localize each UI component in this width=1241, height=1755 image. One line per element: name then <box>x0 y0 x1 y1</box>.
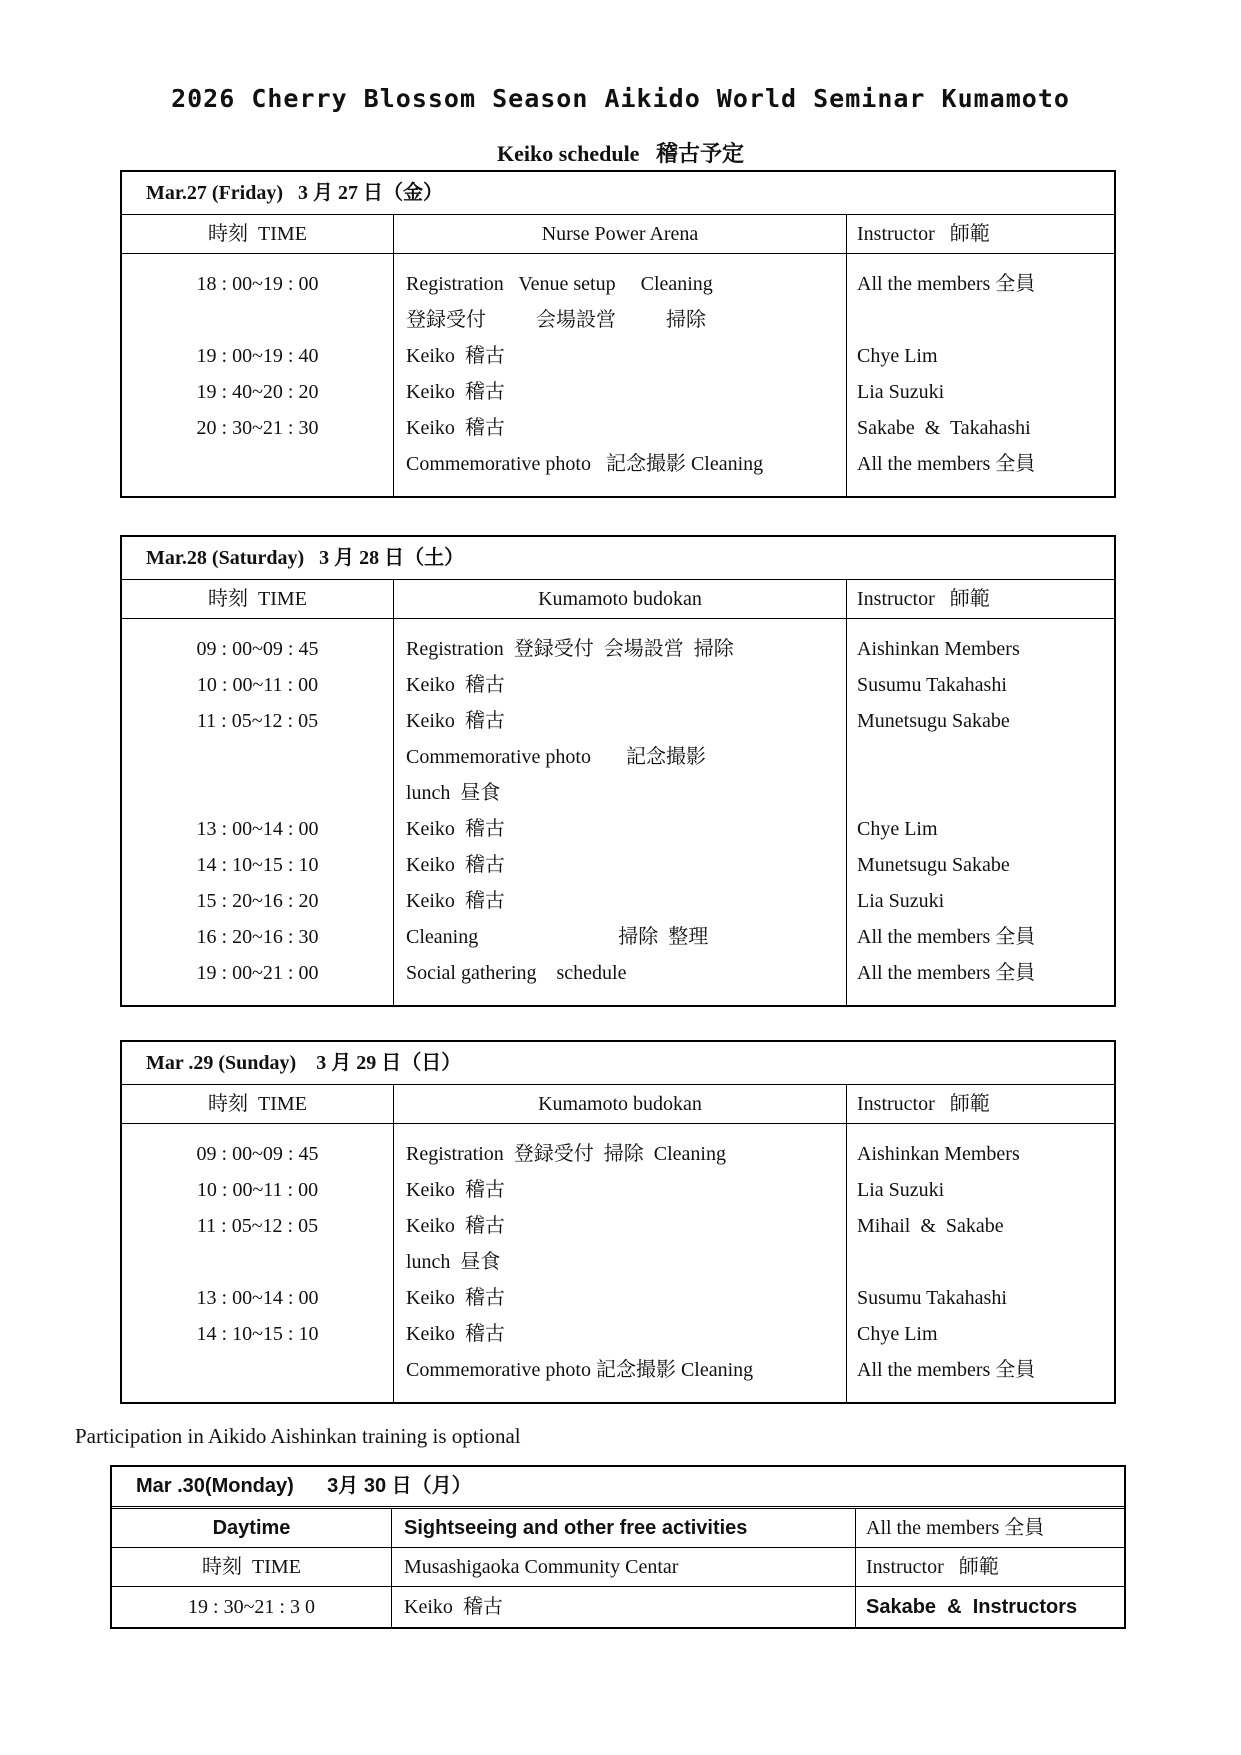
venue-cell: lunch 昼食 <box>406 1251 501 1273</box>
venue-cell: Keiko 稽古 <box>406 1323 505 1345</box>
instructor-cell: Sakabe & Instructors <box>866 1596 1078 1618</box>
instructor-cell: Lia Suzuki <box>857 890 945 912</box>
time-cell: 13 : 00~14 : 00 <box>196 1287 319 1309</box>
venue-cell: Keiko 稽古 <box>406 1179 505 1201</box>
time-cell: 15 : 20~16 : 20 <box>196 890 319 912</box>
venue-cell: Keiko 稽古 <box>406 818 505 840</box>
venue-cell: Keiko 稽古 <box>406 381 505 403</box>
optional-participation-note: Participation in Aikido Aishinkan training is optional <box>75 1424 521 1448</box>
instructor-cell: All the members 全員 <box>857 962 1036 984</box>
instructor-cell: All the members 全員 <box>857 453 1036 475</box>
table-column-headers <box>122 580 1114 619</box>
time-cell: 18 : 00~19 : 00 <box>196 273 319 295</box>
time-column <box>122 254 394 496</box>
time-cell: Daytime <box>112 1509 392 1547</box>
instructor-cell: Susumu Takahashi <box>857 1287 1007 1309</box>
venue-cell: Commemorative photo 記念撮影 <box>406 746 706 768</box>
schedule-table-saturday <box>120 535 1116 1007</box>
column-header-instructor: Instructor 師範 <box>866 1556 999 1578</box>
venue-cell: Commemorative photo 記念撮影 Cleaning <box>406 453 764 475</box>
table-column-headers <box>122 215 1114 254</box>
table-date-header: Mar .30(Monday) 3月 30 日（月） <box>112 1467 1124 1509</box>
page-subtitle: Keiko schedule 稽古予定 <box>497 141 744 166</box>
venue-cell: Keiko 稽古 <box>406 710 505 732</box>
instructor-cell: Chye Lim <box>857 1323 938 1345</box>
venue-cell: Registration 登録受付 会場設営 掃除 <box>406 638 734 660</box>
column-header-venue: Kumamoto budokan <box>394 580 847 618</box>
venue-cell: Keiko 稽古 <box>406 890 505 912</box>
venue-column <box>394 1124 847 1402</box>
instructor-cell <box>857 1244 1114 1280</box>
table-body <box>122 254 1114 496</box>
time-cell: 19 : 30~21 : 3 0 <box>112 1587 392 1627</box>
time-cell <box>122 302 393 338</box>
venue-cell: Keiko 稽古 <box>406 345 505 367</box>
time-cell <box>122 1352 393 1388</box>
instructor-cell <box>857 302 1114 338</box>
time-cell: 19 : 00~19 : 40 <box>196 345 319 367</box>
column-header-instructor: Instructor 師範 <box>857 588 990 610</box>
table-date-header: Mar.27 (Friday) 3 月 27 日（金） <box>122 172 1114 215</box>
table-column-headers <box>122 1085 1114 1124</box>
venue-cell: Keiko 稽古 <box>406 674 505 696</box>
column-header-venue: Nurse Power Arena <box>394 215 847 253</box>
venue-cell: Keiko 稽古 <box>406 854 505 876</box>
table-body <box>122 1124 1114 1402</box>
instructor-cell: Munetsugu Sakabe <box>857 854 1010 876</box>
time-cell: 16 : 20~16 : 30 <box>196 926 319 948</box>
time-cell: 09 : 00~09 : 45 <box>196 1143 319 1165</box>
venue-cell: Social gathering schedule <box>406 962 627 984</box>
column-header-time: 時刻 TIME <box>122 580 394 618</box>
venue-cell: Keiko 稽古 <box>406 417 505 439</box>
instructor-cell: Aishinkan Members <box>857 638 1020 660</box>
time-cell <box>122 1244 393 1280</box>
time-cell: 20 : 30~21 : 30 <box>196 417 319 439</box>
venue-cell: Registration Venue setup Cleaning <box>406 273 713 295</box>
schedule-table-sunday <box>120 1040 1116 1404</box>
instructor-cell: Chye Lim <box>857 345 938 367</box>
column-header-time: 時刻 TIME <box>112 1548 392 1586</box>
time-cell <box>122 446 393 482</box>
time-cell: 10 : 00~11 : 00 <box>196 1179 319 1201</box>
instructor-cell: Lia Suzuki <box>857 1179 945 1201</box>
time-cell: 14 : 10~15 : 10 <box>196 1323 319 1345</box>
time-column <box>122 619 394 1005</box>
venue-cell: Keiko 稽古 <box>392 1587 856 1627</box>
time-cell <box>122 775 393 811</box>
schedule-table-monday <box>110 1465 1126 1629</box>
time-cell <box>122 739 393 775</box>
venue-column <box>394 254 847 496</box>
instructor-cell: Munetsugu Sakabe <box>857 710 1010 732</box>
instructor-cell <box>857 775 1114 811</box>
table-row <box>112 1586 1124 1627</box>
time-cell: 09 : 00~09 : 45 <box>196 638 319 660</box>
column-header-time: 時刻 TIME <box>122 1085 394 1123</box>
time-cell: 11 : 05~12 : 05 <box>196 1215 319 1237</box>
instructor-cell: All the members 全員 <box>857 1359 1036 1381</box>
table-row <box>112 1547 1124 1586</box>
column-header-venue: Kumamoto budokan <box>394 1085 847 1123</box>
venue-cell: Musashigaoka Community Centar <box>392 1548 856 1586</box>
table-row <box>112 1509 1124 1547</box>
time-cell: 13 : 00~14 : 00 <box>196 818 319 840</box>
column-header-instructor: Instructor 師範 <box>857 1093 990 1115</box>
instructor-cell: Susumu Takahashi <box>857 674 1007 696</box>
venue-cell: 登録受付 会場設営 掃除 <box>406 309 706 331</box>
time-cell: 14 : 10~15 : 10 <box>196 854 319 876</box>
instructor-cell: All the members 全員 <box>857 273 1036 295</box>
venue-column <box>394 619 847 1005</box>
time-column <box>122 1124 394 1402</box>
instructor-cell: All the members 全員 <box>866 1517 1045 1539</box>
instructor-column <box>847 1124 1114 1402</box>
table-date-header: Mar.28 (Saturday) 3 月 28 日（土） <box>122 537 1114 580</box>
instructor-cell: Mihail & Sakabe <box>857 1215 1004 1237</box>
venue-cell: Sightseeing and other free activities <box>392 1509 856 1547</box>
venue-cell: Keiko 稽古 <box>406 1287 505 1309</box>
table-date-header: Mar .29 (Sunday) 3 月 29 日（日） <box>122 1042 1114 1085</box>
instructor-cell: All the members 全員 <box>857 926 1036 948</box>
time-cell: 19 : 40~20 : 20 <box>196 381 319 403</box>
table-body <box>122 619 1114 1005</box>
time-cell: 19 : 00~21 : 00 <box>196 962 319 984</box>
column-header-time: 時刻 TIME <box>122 215 394 253</box>
instructor-column <box>847 619 1114 1005</box>
time-cell: 10 : 00~11 : 00 <box>196 674 319 696</box>
time-cell: 11 : 05~12 : 05 <box>196 710 319 732</box>
instructor-cell <box>857 739 1114 775</box>
instructor-cell: Aishinkan Members <box>857 1143 1020 1165</box>
schedule-table-friday <box>120 170 1116 498</box>
instructor-cell: Chye Lim <box>857 818 938 840</box>
column-header-instructor: Instructor 師範 <box>857 223 990 245</box>
venue-cell: Keiko 稽古 <box>406 1215 505 1237</box>
venue-cell: Registration 登録受付 掃除 Cleaning <box>406 1143 726 1165</box>
venue-cell: Commemorative photo 記念撮影 Cleaning <box>406 1359 754 1381</box>
instructor-cell: Sakabe & Takahashi <box>857 417 1031 439</box>
venue-cell: lunch 昼食 <box>406 782 501 804</box>
page-title: 2026 Cherry Blossom Season Aikido World Seminar Kumamoto <box>171 84 1070 113</box>
venue-cell: Cleaning 掃除 整理 <box>406 926 709 948</box>
instructor-column <box>847 254 1114 496</box>
instructor-cell: Lia Suzuki <box>857 381 945 403</box>
